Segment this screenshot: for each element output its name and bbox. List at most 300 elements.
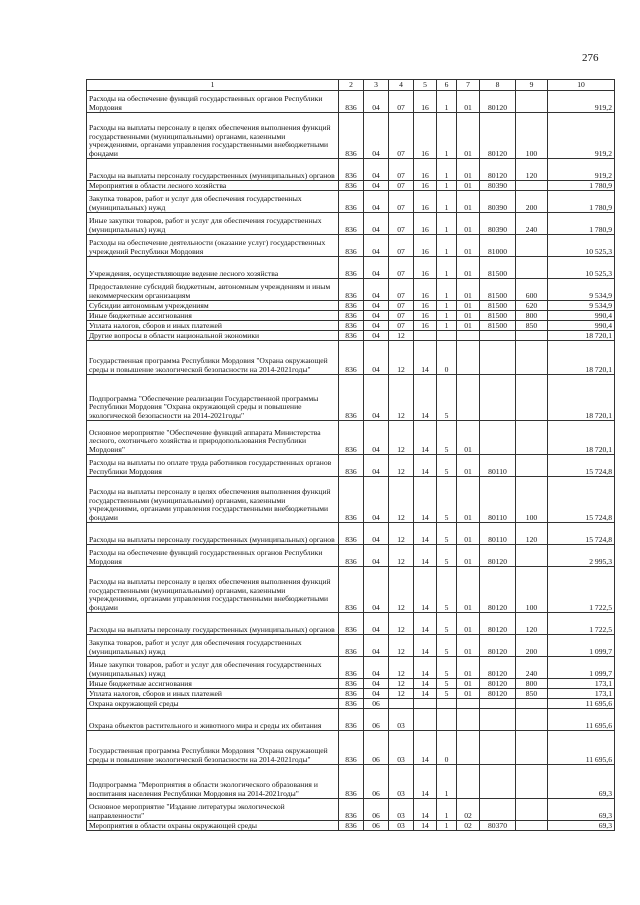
row-name-cell: Расходы на выплаты персоналу государственных (муниципальных) органов bbox=[87, 159, 339, 181]
code-cell bbox=[480, 731, 516, 765]
code-cell: 04 bbox=[364, 545, 389, 567]
table-row bbox=[87, 375, 615, 421]
code-cell: 07 bbox=[389, 301, 414, 311]
code-cell: 80370 bbox=[480, 821, 516, 831]
code-cell: 14 bbox=[414, 613, 437, 635]
code-cell: 12 bbox=[389, 455, 414, 477]
code-cell: 836 bbox=[339, 235, 364, 257]
code-cell: 80390 bbox=[480, 213, 516, 235]
code-cell: 03 bbox=[389, 731, 414, 765]
table-row bbox=[87, 331, 615, 341]
table-row bbox=[87, 341, 615, 375]
table-row bbox=[87, 257, 615, 279]
column-header: 1 bbox=[87, 80, 339, 91]
code-cell bbox=[516, 709, 548, 731]
code-cell: 836 bbox=[339, 331, 364, 341]
code-cell: 5 bbox=[437, 375, 457, 421]
code-cell: 14 bbox=[414, 635, 437, 657]
code-cell: 836 bbox=[339, 799, 364, 821]
code-cell: 01 bbox=[457, 191, 480, 213]
code-cell: 5 bbox=[437, 545, 457, 567]
code-cell: 836 bbox=[339, 523, 364, 545]
column-header: 2 bbox=[339, 80, 364, 91]
code-cell: 14 bbox=[414, 477, 437, 523]
column-header: 8 bbox=[480, 80, 516, 91]
code-cell: 240 bbox=[516, 657, 548, 679]
code-cell: 5 bbox=[437, 613, 457, 635]
code-cell: 1 bbox=[437, 301, 457, 311]
code-cell: 07 bbox=[389, 191, 414, 213]
code-cell bbox=[414, 699, 437, 709]
code-cell: 0 bbox=[437, 731, 457, 765]
code-cell: 5 bbox=[437, 689, 457, 699]
code-cell: 16 bbox=[414, 213, 437, 235]
code-cell: 81500 bbox=[480, 257, 516, 279]
code-cell: 04 bbox=[364, 159, 389, 181]
amount-cell: 9 534,9 bbox=[548, 301, 615, 311]
table-body bbox=[87, 91, 615, 831]
code-cell: 01 bbox=[457, 679, 480, 689]
code-cell: 200 bbox=[516, 191, 548, 213]
code-cell: 01 bbox=[457, 279, 480, 301]
code-cell: 836 bbox=[339, 821, 364, 831]
code-cell: 836 bbox=[339, 301, 364, 311]
code-cell: 5 bbox=[437, 635, 457, 657]
table-row bbox=[87, 159, 615, 181]
table-header bbox=[87, 80, 615, 91]
code-cell: 620 bbox=[516, 301, 548, 311]
code-cell: 04 bbox=[364, 257, 389, 279]
row-name-cell: Предоставление субсидий бюджетным, автономным учреждениям и иным некоммерческим организациям bbox=[87, 279, 339, 301]
row-name-cell: Расходы на выплаты персоналу государственных (муниципальных) органов bbox=[87, 613, 339, 635]
budget-table bbox=[86, 79, 615, 831]
code-cell: 02 bbox=[457, 821, 480, 831]
amount-cell: 11 695,6 bbox=[548, 731, 615, 765]
code-cell: 5 bbox=[437, 657, 457, 679]
amount-cell: 15 724,8 bbox=[548, 455, 615, 477]
amount-cell: 990,4 bbox=[548, 311, 615, 321]
table-row bbox=[87, 699, 615, 709]
code-cell: 1 bbox=[437, 321, 457, 331]
code-cell: 04 bbox=[364, 657, 389, 679]
code-cell: 04 bbox=[364, 91, 389, 113]
amount-cell: 173,1 bbox=[548, 679, 615, 689]
amount-cell: 69,3 bbox=[548, 821, 615, 831]
amount-cell: 69,3 bbox=[548, 799, 615, 821]
code-cell: 04 bbox=[364, 341, 389, 375]
row-name-cell: Государственная программа Республики Мордовия "Охрана окружающей среды и повышение экологической безопасности на 2014-2021годы" bbox=[87, 731, 339, 765]
row-name-cell: Расходы на обеспечение деятельности (оказание услуг) государственных учреждений Республики Мордовия bbox=[87, 235, 339, 257]
code-cell: 836 bbox=[339, 311, 364, 321]
code-cell: 01 bbox=[457, 181, 480, 191]
row-name-cell: Государственная программа Республики Мордовия "Охрана окружающей среды и повышение экологической безопасности на 2014-2021годы" bbox=[87, 341, 339, 375]
code-cell: 04 bbox=[364, 113, 389, 159]
code-cell bbox=[437, 709, 457, 731]
code-cell: 01 bbox=[457, 159, 480, 181]
code-cell: 01 bbox=[457, 567, 480, 613]
code-cell: 1 bbox=[437, 821, 457, 831]
table-row bbox=[87, 191, 615, 213]
code-cell: 04 bbox=[364, 213, 389, 235]
table-row bbox=[87, 613, 615, 635]
code-cell: 80110 bbox=[480, 455, 516, 477]
code-cell: 836 bbox=[339, 545, 364, 567]
code-cell: 14 bbox=[414, 545, 437, 567]
page-number: 276 bbox=[582, 52, 599, 64]
code-cell: 16 bbox=[414, 191, 437, 213]
code-cell: 06 bbox=[364, 765, 389, 799]
code-cell: 836 bbox=[339, 455, 364, 477]
code-cell: 1 bbox=[437, 257, 457, 279]
code-cell: 836 bbox=[339, 731, 364, 765]
code-cell: 01 bbox=[457, 257, 480, 279]
code-cell: 14 bbox=[414, 799, 437, 821]
row-name-cell: Иные бюджетные ассигнования bbox=[87, 679, 339, 689]
code-cell: 836 bbox=[339, 679, 364, 689]
code-cell: 14 bbox=[414, 679, 437, 689]
code-cell: 04 bbox=[364, 375, 389, 421]
code-cell: 06 bbox=[364, 799, 389, 821]
code-cell: 80390 bbox=[480, 191, 516, 213]
row-name-cell: Уплата налогов, сборов и иных платежей bbox=[87, 689, 339, 699]
code-cell: 04 bbox=[364, 191, 389, 213]
code-cell: 836 bbox=[339, 613, 364, 635]
column-header: 9 bbox=[516, 80, 548, 91]
code-cell bbox=[414, 709, 437, 731]
row-name-cell: Иные закупки товаров, работ и услуг для обеспечения государственных (муниципальных) нужд bbox=[87, 657, 339, 679]
code-cell: 01 bbox=[457, 477, 480, 523]
code-cell: 836 bbox=[339, 191, 364, 213]
code-cell bbox=[480, 765, 516, 799]
code-cell bbox=[516, 375, 548, 421]
column-header: 10 bbox=[548, 80, 615, 91]
row-name-cell: Основное мероприятие "Издание литературы экологической направленности" bbox=[87, 799, 339, 821]
code-cell: 06 bbox=[364, 731, 389, 765]
code-cell: 14 bbox=[414, 341, 437, 375]
code-cell bbox=[437, 331, 457, 341]
table-row bbox=[87, 657, 615, 679]
code-cell bbox=[457, 341, 480, 375]
code-cell: 836 bbox=[339, 113, 364, 159]
code-cell: 14 bbox=[414, 689, 437, 699]
row-name-cell: Закупка товаров, работ и услуг для обеспечения государственных (муниципальных) нужд bbox=[87, 635, 339, 657]
code-cell: 01 bbox=[457, 301, 480, 311]
code-cell: 80120 bbox=[480, 159, 516, 181]
code-cell: 07 bbox=[389, 91, 414, 113]
code-cell: 836 bbox=[339, 567, 364, 613]
table-row bbox=[87, 91, 615, 113]
code-cell: 04 bbox=[364, 635, 389, 657]
amount-cell: 18 720,1 bbox=[548, 331, 615, 341]
code-cell: 06 bbox=[364, 699, 389, 709]
table-row bbox=[87, 799, 615, 821]
code-cell bbox=[480, 331, 516, 341]
code-cell: 16 bbox=[414, 311, 437, 321]
row-name-cell: Иные бюджетные ассигнования bbox=[87, 311, 339, 321]
code-cell: 836 bbox=[339, 689, 364, 699]
code-cell: 80120 bbox=[480, 91, 516, 113]
code-cell bbox=[437, 699, 457, 709]
code-cell: 01 bbox=[457, 689, 480, 699]
code-cell bbox=[457, 699, 480, 709]
row-name-cell: Уплата налогов, сборов и иных платежей bbox=[87, 321, 339, 331]
code-cell: 800 bbox=[516, 311, 548, 321]
code-cell: 14 bbox=[414, 731, 437, 765]
code-cell bbox=[516, 341, 548, 375]
code-cell: 16 bbox=[414, 181, 437, 191]
code-cell: 16 bbox=[414, 301, 437, 311]
table-row bbox=[87, 679, 615, 689]
code-cell: 80120 bbox=[480, 657, 516, 679]
table-row bbox=[87, 731, 615, 765]
code-cell: 836 bbox=[339, 321, 364, 331]
code-cell: 80120 bbox=[480, 679, 516, 689]
amount-cell: 919,2 bbox=[548, 113, 615, 159]
code-cell: 80110 bbox=[480, 523, 516, 545]
code-cell: 836 bbox=[339, 477, 364, 523]
code-cell: 16 bbox=[414, 321, 437, 331]
code-cell: 07 bbox=[389, 257, 414, 279]
row-name-cell: Закупка товаров, работ и услуг для обеспечения государственных (муниципальных) нужд bbox=[87, 191, 339, 213]
code-cell: 01 bbox=[457, 213, 480, 235]
code-cell: 12 bbox=[389, 679, 414, 689]
code-cell: 12 bbox=[389, 613, 414, 635]
code-cell: 12 bbox=[389, 331, 414, 341]
code-cell: 14 bbox=[414, 375, 437, 421]
code-cell bbox=[516, 765, 548, 799]
code-cell: 1 bbox=[437, 213, 457, 235]
amount-cell: 990,4 bbox=[548, 321, 615, 331]
column-header: 3 bbox=[364, 80, 389, 91]
code-cell: 07 bbox=[389, 279, 414, 301]
code-cell: 01 bbox=[457, 545, 480, 567]
code-cell: 836 bbox=[339, 341, 364, 375]
table-row bbox=[87, 421, 615, 455]
code-cell bbox=[457, 709, 480, 731]
code-cell: 120 bbox=[516, 523, 548, 545]
code-cell: 836 bbox=[339, 213, 364, 235]
table-row bbox=[87, 455, 615, 477]
code-cell: 0 bbox=[437, 341, 457, 375]
amount-cell: 1 722,5 bbox=[548, 613, 615, 635]
amount-cell: 1 099,7 bbox=[548, 635, 615, 657]
code-cell bbox=[457, 731, 480, 765]
amount-cell: 1 780,9 bbox=[548, 213, 615, 235]
amount-cell: 11 695,6 bbox=[548, 709, 615, 731]
code-cell: 81500 bbox=[480, 279, 516, 301]
table-row bbox=[87, 113, 615, 159]
code-cell bbox=[480, 699, 516, 709]
amount-cell: 919,2 bbox=[548, 159, 615, 181]
code-cell: 12 bbox=[389, 657, 414, 679]
code-cell: 06 bbox=[364, 709, 389, 731]
code-cell: 836 bbox=[339, 765, 364, 799]
column-header: 4 bbox=[389, 80, 414, 91]
code-cell: 12 bbox=[389, 545, 414, 567]
code-cell: 04 bbox=[364, 331, 389, 341]
row-name-cell: Основное мероприятие "Обеспечение функций аппарата Министерства лесного, охотничьего хозяйства и природопользования Республики Мордовия" bbox=[87, 421, 339, 455]
code-cell: 1 bbox=[437, 235, 457, 257]
table-row bbox=[87, 523, 615, 545]
code-cell: 80390 bbox=[480, 181, 516, 191]
code-cell: 1 bbox=[437, 765, 457, 799]
code-cell: 01 bbox=[457, 113, 480, 159]
table-row bbox=[87, 821, 615, 831]
amount-cell: 15 724,8 bbox=[548, 477, 615, 523]
row-name-cell: Охрана объектов растительного и животного мира и среды их обитания bbox=[87, 709, 339, 731]
table-row bbox=[87, 279, 615, 301]
code-cell bbox=[480, 799, 516, 821]
code-cell bbox=[516, 821, 548, 831]
row-name-cell: Мероприятия в области охраны окружающей среды bbox=[87, 821, 339, 831]
code-cell bbox=[480, 341, 516, 375]
code-cell: 16 bbox=[414, 257, 437, 279]
code-cell bbox=[516, 235, 548, 257]
code-cell: 81500 bbox=[480, 311, 516, 321]
code-cell bbox=[389, 699, 414, 709]
code-cell bbox=[516, 699, 548, 709]
amount-cell: 1 780,9 bbox=[548, 191, 615, 213]
code-cell: 07 bbox=[389, 321, 414, 331]
code-cell: 836 bbox=[339, 181, 364, 191]
header-row bbox=[87, 80, 615, 91]
amount-cell: 69,3 bbox=[548, 765, 615, 799]
amount-cell: 2 995,3 bbox=[548, 545, 615, 567]
row-name-cell: Расходы на обеспечение функций государственных органов Республики Мордовия bbox=[87, 545, 339, 567]
row-name-cell: Расходы на выплаты персоналу в целях обеспечения выполнения функций государственными (муниципальными) органами, казенными учреждениями, органами управления государственными внебюджетными фондами bbox=[87, 477, 339, 523]
table-row bbox=[87, 765, 615, 799]
code-cell: 12 bbox=[389, 477, 414, 523]
code-cell: 1 bbox=[437, 113, 457, 159]
code-cell: 1 bbox=[437, 159, 457, 181]
amount-cell: 18 720,1 bbox=[548, 421, 615, 455]
amount-cell: 10 525,3 bbox=[548, 235, 615, 257]
code-cell: 120 bbox=[516, 159, 548, 181]
code-cell bbox=[516, 91, 548, 113]
code-cell: 1 bbox=[437, 91, 457, 113]
row-name-cell: Расходы на выплаты по оплате труда работников государственных органов Республики Мордовия bbox=[87, 455, 339, 477]
code-cell bbox=[516, 799, 548, 821]
code-cell: 04 bbox=[364, 523, 389, 545]
table-row bbox=[87, 311, 615, 321]
code-cell: 836 bbox=[339, 279, 364, 301]
row-name-cell: Мероприятия в области лесного хозяйства bbox=[87, 181, 339, 191]
code-cell: 836 bbox=[339, 159, 364, 181]
code-cell: 80120 bbox=[480, 613, 516, 635]
code-cell: 12 bbox=[389, 635, 414, 657]
code-cell: 01 bbox=[457, 311, 480, 321]
code-cell: 5 bbox=[437, 679, 457, 689]
code-cell: 5 bbox=[437, 523, 457, 545]
code-cell: 01 bbox=[457, 321, 480, 331]
code-cell: 80120 bbox=[480, 567, 516, 613]
code-cell: 04 bbox=[364, 321, 389, 331]
table-row bbox=[87, 689, 615, 699]
table-row bbox=[87, 567, 615, 613]
code-cell: 12 bbox=[389, 523, 414, 545]
code-cell: 04 bbox=[364, 235, 389, 257]
amount-cell: 1 722,5 bbox=[548, 567, 615, 613]
code-cell: 01 bbox=[457, 455, 480, 477]
code-cell: 836 bbox=[339, 421, 364, 455]
code-cell: 03 bbox=[389, 765, 414, 799]
code-cell: 01 bbox=[457, 91, 480, 113]
code-cell: 1 bbox=[437, 279, 457, 301]
code-cell: 5 bbox=[437, 455, 457, 477]
table-row bbox=[87, 301, 615, 311]
code-cell: 836 bbox=[339, 375, 364, 421]
row-name-cell: Расходы на выплаты персоналу в целях обеспечения выполнения функций государственными (муниципальными) органами, казенными учреждениями, органами управления государственными внебюджетными фондами bbox=[87, 113, 339, 159]
code-cell: 81500 bbox=[480, 301, 516, 311]
code-cell: 5 bbox=[437, 421, 457, 455]
code-cell: 01 bbox=[457, 613, 480, 635]
code-cell: 03 bbox=[389, 821, 414, 831]
code-cell bbox=[457, 765, 480, 799]
code-cell: 12 bbox=[389, 421, 414, 455]
code-cell: 836 bbox=[339, 657, 364, 679]
code-cell: 80120 bbox=[480, 545, 516, 567]
code-cell bbox=[516, 257, 548, 279]
code-cell: 1 bbox=[437, 181, 457, 191]
code-cell: 12 bbox=[389, 567, 414, 613]
code-cell bbox=[457, 331, 480, 341]
code-cell: 5 bbox=[437, 567, 457, 613]
table-row bbox=[87, 635, 615, 657]
code-cell: 12 bbox=[389, 689, 414, 699]
code-cell: 04 bbox=[364, 689, 389, 699]
code-cell: 14 bbox=[414, 765, 437, 799]
row-name-cell: Иные закупки товаров, работ и услуг для обеспечения государственных (муниципальных) нужд bbox=[87, 213, 339, 235]
code-cell: 16 bbox=[414, 159, 437, 181]
code-cell bbox=[516, 455, 548, 477]
code-cell: 06 bbox=[364, 821, 389, 831]
column-header: 6 bbox=[437, 80, 457, 91]
row-name-cell: Расходы на выплаты персоналу государственных (муниципальных) органов bbox=[87, 523, 339, 545]
code-cell: 800 bbox=[516, 679, 548, 689]
code-cell: 14 bbox=[414, 821, 437, 831]
amount-cell: 1 099,7 bbox=[548, 657, 615, 679]
amount-cell: 919,2 bbox=[548, 91, 615, 113]
code-cell bbox=[516, 181, 548, 191]
code-cell: 04 bbox=[364, 455, 389, 477]
code-cell bbox=[480, 375, 516, 421]
code-cell: 80120 bbox=[480, 113, 516, 159]
code-cell: 07 bbox=[389, 213, 414, 235]
amount-cell: 18 720,1 bbox=[548, 375, 615, 421]
code-cell: 100 bbox=[516, 113, 548, 159]
code-cell: 836 bbox=[339, 699, 364, 709]
table-row bbox=[87, 477, 615, 523]
code-cell: 16 bbox=[414, 91, 437, 113]
code-cell: 120 bbox=[516, 613, 548, 635]
amount-cell: 18 720,1 bbox=[548, 341, 615, 375]
code-cell: 01 bbox=[457, 235, 480, 257]
code-cell: 80110 bbox=[480, 477, 516, 523]
amount-cell: 10 525,3 bbox=[548, 257, 615, 279]
code-cell: 850 bbox=[516, 321, 548, 331]
code-cell: 04 bbox=[364, 567, 389, 613]
code-cell: 836 bbox=[339, 635, 364, 657]
code-cell: 100 bbox=[516, 567, 548, 613]
code-cell: 200 bbox=[516, 635, 548, 657]
code-cell: 01 bbox=[457, 421, 480, 455]
code-cell bbox=[516, 331, 548, 341]
code-cell: 14 bbox=[414, 421, 437, 455]
code-cell: 836 bbox=[339, 709, 364, 731]
amount-cell: 11 695,6 bbox=[548, 699, 615, 709]
row-name-cell: Расходы на выплаты персоналу в целях обеспечения выполнения функций государственными (муниципальными) органами, казенными учреждениями, органами управления государственными внебюджетными фондами bbox=[87, 567, 339, 613]
code-cell: 5 bbox=[437, 477, 457, 523]
